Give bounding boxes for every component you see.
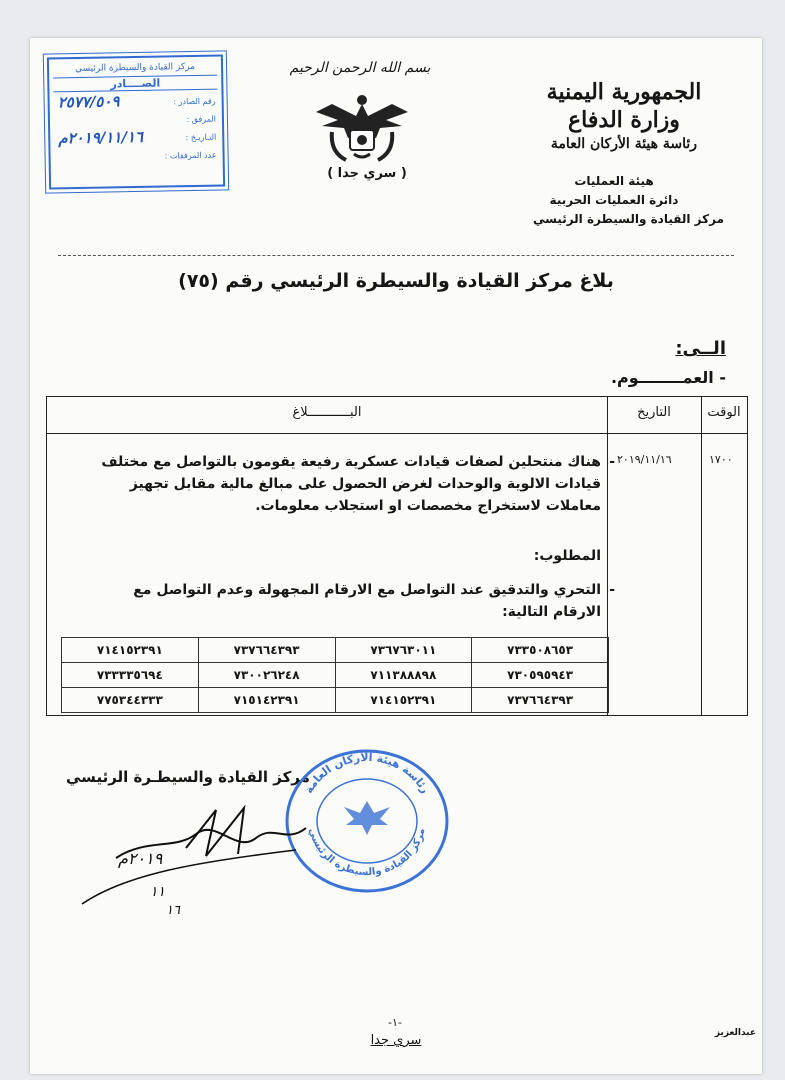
column-divider xyxy=(701,397,702,715)
seal-text-bottom: مركز القيادة والسيطرة الرئيسي xyxy=(306,827,428,879)
stamp-org: مركز القيادة والسيطرة الرئيسي xyxy=(74,61,196,75)
stamp-type: الصــــادر xyxy=(53,75,217,93)
phone-number: ٧٧٥٣٤٤٣٣٣ xyxy=(62,688,199,713)
required-label: المطلوب: xyxy=(533,548,601,564)
phone-number: ٧٣٧٦٦٤٣٩٣ xyxy=(472,688,609,713)
phone-number: ٧٣٠٠٢٦٢٤٨ xyxy=(198,663,335,688)
stamp-date-value: ٢٠١٩/١١/١٦م xyxy=(58,127,144,148)
classification-footer: سري جدا xyxy=(370,1033,422,1048)
classification-label: ( سري جدا ) xyxy=(327,166,407,181)
col-header-time: الوقت xyxy=(707,405,741,420)
eagle-emblem-icon xyxy=(312,86,412,166)
center-name: مركز القيادة والسيطرة الرئيسي xyxy=(532,212,724,226)
to-label: الــى: xyxy=(675,338,726,359)
country-name: الجمهورية اليمنية xyxy=(546,79,702,105)
signature-month: ١٦ xyxy=(166,903,180,918)
authority-name: هيئة العمليات xyxy=(574,174,654,188)
report-body-text: هناك منتحلين لصفات قيادات عسكرية رفيعة يقومون بالتواصل مع مختلف قيادات الالوية والوحدات لغرض الحصول على مبالغ مالية مقابل تجهيز معاملات لاستخراج مخصصات او استجلاب معلومات. xyxy=(101,454,601,514)
recipients: - العمــــــــوم. xyxy=(610,368,726,387)
required-body xyxy=(85,579,615,623)
date-value: ٢٠١٩/١١/١٦ xyxy=(617,453,672,466)
phone-number: ٧١٥١٤٢٣٩١ xyxy=(198,688,335,713)
signer-title: مركز القيادة والسيطـرة الرئيسي xyxy=(66,768,310,786)
stamp-count-label: عدد المرفقات : xyxy=(164,150,217,161)
numbers-table xyxy=(61,637,609,713)
table-row xyxy=(62,663,609,688)
phone-number: ٧٣٣٣٣٥٦٩٤ xyxy=(62,663,199,688)
document-page xyxy=(30,38,762,1074)
presidency-name: رئاسة هيئة الأركان العامة xyxy=(550,136,698,152)
phone-number: ٧٣٦٧٦٣٠١١ xyxy=(335,638,472,663)
report-table xyxy=(46,396,748,716)
col-header-date: التاريخ xyxy=(637,405,671,420)
phone-number: ٧١٤١٥٢٣٩١ xyxy=(335,688,472,713)
bullet: - xyxy=(609,582,615,598)
handwritten-signature xyxy=(66,778,316,918)
department-block xyxy=(504,172,724,229)
letterhead xyxy=(514,78,734,154)
department-name: دائرة العمليات الحربية xyxy=(549,193,679,207)
stamp-ref-value: ٢٥٧٧/٥٠٩ xyxy=(57,92,120,112)
phone-number: ٧٣٧٦٦٤٣٩٣ xyxy=(198,638,335,663)
bullet: - xyxy=(609,454,615,470)
phone-number: ٧١١٣٨٨٨٩٨ xyxy=(335,663,472,688)
phone-number: ٧٣٣٥٠٨٦٥٣ xyxy=(472,638,609,663)
signature-day: ١١ xyxy=(150,884,166,900)
divider xyxy=(58,255,734,256)
registry-stamp xyxy=(47,54,225,189)
svg-text:رئاسة هيئة الأركان العامة xyxy=(302,750,432,796)
phone-number: ٧١٤١٥٢٣٩١ xyxy=(62,638,199,663)
page-number: -١- xyxy=(388,1016,402,1029)
document-title: بلاغ مركز القيادة والسيطرة الرئيسي رقم (٧٥) xyxy=(178,270,614,292)
stamp-ref-label: رقم الصادر : xyxy=(173,96,216,107)
header-divider xyxy=(47,433,747,434)
time-value: ١٧٠٠ xyxy=(709,453,733,466)
seal-text-top: رئاسة هيئة الأركان العامة xyxy=(302,750,432,796)
table-row xyxy=(62,688,609,713)
col-header-report: البـــــــــــلاغ xyxy=(292,405,362,420)
phone-number: ٧٣٠٥٩٥٩٤٣ xyxy=(472,663,609,688)
required-body-text: التحري والتدقيق عند التواصل مع الارقام المجهولة وعدم التواصل مع الارقام التالية: xyxy=(133,582,601,620)
ministry-name: وزارة الدفاع xyxy=(568,107,680,133)
basmala: بسم الله الرحمن الرحيم xyxy=(289,60,431,76)
report-body xyxy=(85,451,615,517)
table-row xyxy=(62,638,609,663)
signature-date: ٢٠١٩م xyxy=(118,849,163,868)
stamp-date-label: التـاريـخ : xyxy=(185,132,217,143)
stamp-count-row xyxy=(50,146,222,167)
typist-name: عبدالعزيز xyxy=(714,1028,756,1038)
stamp-attach-label: المرفق : xyxy=(186,114,217,125)
